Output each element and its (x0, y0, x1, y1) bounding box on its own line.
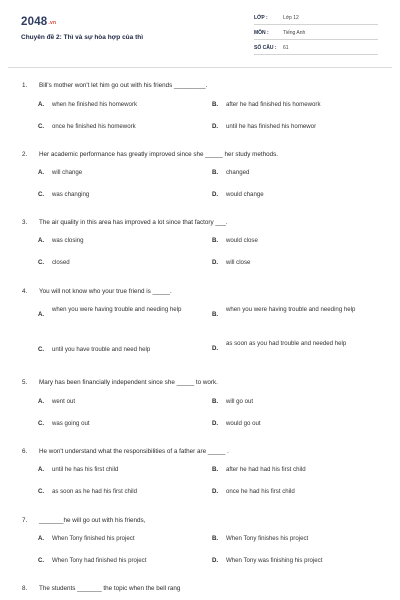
question-text (22, 379, 218, 386)
option-letter: C. (38, 488, 45, 495)
option-text: until he has his first child (52, 466, 119, 473)
option-d[interactable] (212, 487, 372, 498)
question-number: 5. (22, 379, 28, 386)
option-letter: A. (38, 311, 45, 318)
question-text (22, 448, 229, 455)
option-letter: B. (212, 535, 219, 542)
question-text (22, 219, 228, 226)
question-number: 4. (22, 288, 28, 295)
option-text: until you have trouble and need help (52, 346, 151, 353)
option-letter: C. (38, 191, 45, 198)
option-d[interactable] (212, 258, 372, 269)
option-text: as soon as you had trouble and needed help (226, 340, 347, 347)
question-stem: Her academic performance has greatly improved since she _____ her study methods. (39, 151, 279, 158)
option-letter: B. (212, 169, 219, 176)
option-letter: D. (212, 420, 219, 427)
option-text: will go out (226, 398, 254, 405)
option-c[interactable] (38, 419, 198, 430)
option-letter: D. (212, 123, 219, 130)
question-stem: Mary has been financially independent since she _____ to work. (39, 379, 218, 386)
option-text: would go out (226, 420, 261, 427)
option-text: when you were having trouble and needing help (52, 306, 182, 313)
option-b[interactable] (212, 465, 372, 476)
option-text: When Tony was finishing his project (226, 557, 323, 564)
option-text: after he had had his first child (226, 466, 306, 473)
question-text (22, 288, 172, 295)
option-text: closed (52, 259, 70, 266)
option-c[interactable] (38, 122, 198, 133)
option-c[interactable] (38, 258, 198, 269)
option-letter: A. (38, 101, 45, 108)
question-stem: The students _______ the topic when the bell rang (39, 585, 181, 592)
meta-count (254, 44, 378, 55)
meta-label: LỚP : (254, 15, 268, 21)
option-a[interactable] (38, 100, 198, 111)
option-text: was changing (52, 191, 90, 198)
option-a[interactable] (38, 397, 198, 408)
option-text: once he finished his homework (52, 123, 136, 130)
brand-logo[interactable] (21, 16, 56, 28)
option-letter: D. (212, 345, 219, 352)
option-text: as soon as he had his first child (52, 488, 138, 495)
question-number: 7. (22, 517, 28, 524)
meta-value: 61 (283, 45, 289, 51)
option-c[interactable] (38, 190, 198, 201)
option-a[interactable] (38, 168, 198, 179)
option-b[interactable] (212, 305, 372, 316)
question-number: 8. (22, 585, 28, 592)
option-b[interactable] (212, 534, 372, 545)
option-text: will close (226, 259, 251, 266)
logo-tld: .vn (48, 20, 57, 26)
option-text: would change (226, 191, 264, 198)
option-text: will change (52, 169, 83, 176)
question-text (22, 517, 145, 524)
option-text: when he finished his homework (52, 101, 138, 108)
option-d[interactable] (212, 122, 372, 133)
meta-value: Tiếng Anh (283, 30, 306, 36)
option-c[interactable] (38, 487, 198, 498)
option-b[interactable] (212, 397, 372, 408)
option-b[interactable] (212, 100, 372, 111)
meta-class (254, 14, 378, 25)
option-letter: C. (38, 557, 45, 564)
option-c[interactable] (38, 556, 198, 567)
question-number: 1. (22, 82, 28, 89)
option-letter: A. (38, 466, 45, 473)
option-letter: B. (212, 398, 219, 405)
option-d[interactable] (212, 419, 372, 430)
question-number: 6. (22, 448, 28, 455)
question-stem: He won't understand what the responsibilities of a father are _____ . (39, 448, 229, 455)
option-letter: D. (212, 259, 219, 266)
option-text: until he has finished his homewor (226, 123, 317, 130)
logo-text: 2048 (21, 16, 48, 28)
option-b[interactable] (212, 168, 372, 179)
meta-subject (254, 29, 378, 40)
question-number: 3. (22, 219, 28, 226)
option-text: When Tony had finished his project (52, 557, 147, 564)
header-divider (8, 67, 392, 68)
option-d[interactable] (212, 190, 372, 201)
option-b[interactable] (212, 236, 372, 247)
option-letter: C. (38, 346, 45, 353)
option-letter: C. (38, 420, 45, 427)
question-number: 2. (22, 151, 28, 158)
topic-title: Chuyên đề 2: Thì và sự hòa hợp của thì (21, 34, 144, 41)
meta-label: SỐ CÂU : (254, 45, 277, 51)
option-text: When Tony finishes his project (226, 535, 309, 542)
option-letter: C. (38, 123, 45, 130)
option-letter: D. (212, 488, 219, 495)
option-letter: C. (38, 259, 45, 266)
meta-value: Lớp 12 (283, 15, 299, 21)
option-letter: B. (212, 466, 219, 473)
option-text: would close (226, 237, 258, 244)
option-text: changed (226, 169, 250, 176)
option-text: When Tony finished his project (52, 535, 135, 542)
option-letter: B. (212, 237, 219, 244)
option-text: once he had his first child (226, 488, 295, 495)
option-d[interactable] (212, 556, 372, 567)
question-stem: _______he will go out with his friends, (39, 517, 146, 524)
question-text (22, 82, 207, 89)
option-text: was closing (52, 237, 84, 244)
page-header (0, 0, 400, 66)
option-a[interactable] (38, 534, 198, 545)
option-letter: B. (212, 311, 219, 318)
meta-label: MÔN : (254, 30, 269, 36)
option-c[interactable] (38, 345, 198, 356)
option-letter: A. (38, 398, 45, 405)
option-letter: D. (212, 557, 219, 564)
option-letter: A. (38, 237, 45, 244)
option-letter: A. (38, 169, 45, 176)
option-text: after he had finished his homework (226, 101, 321, 108)
option-letter: A. (38, 535, 45, 542)
option-text: was going out (52, 420, 90, 427)
option-a[interactable] (38, 465, 198, 476)
question-stem: You will not know who your true friend is _____. (39, 288, 172, 295)
option-text: when you were having trouble and needing help (226, 306, 356, 313)
option-letter: B. (212, 101, 219, 108)
option-d[interactable] (212, 339, 372, 350)
option-a[interactable] (38, 305, 198, 316)
question-text (22, 151, 278, 158)
question-text (22, 585, 180, 592)
option-text: went out (52, 398, 76, 405)
option-letter: D. (212, 191, 219, 198)
option-a[interactable] (38, 236, 198, 247)
question-stem: The air quality in this area has improved a lot since that factory ___. (39, 219, 228, 226)
question-stem: Bill's mother won't let him go out with his friends _________. (39, 82, 208, 89)
